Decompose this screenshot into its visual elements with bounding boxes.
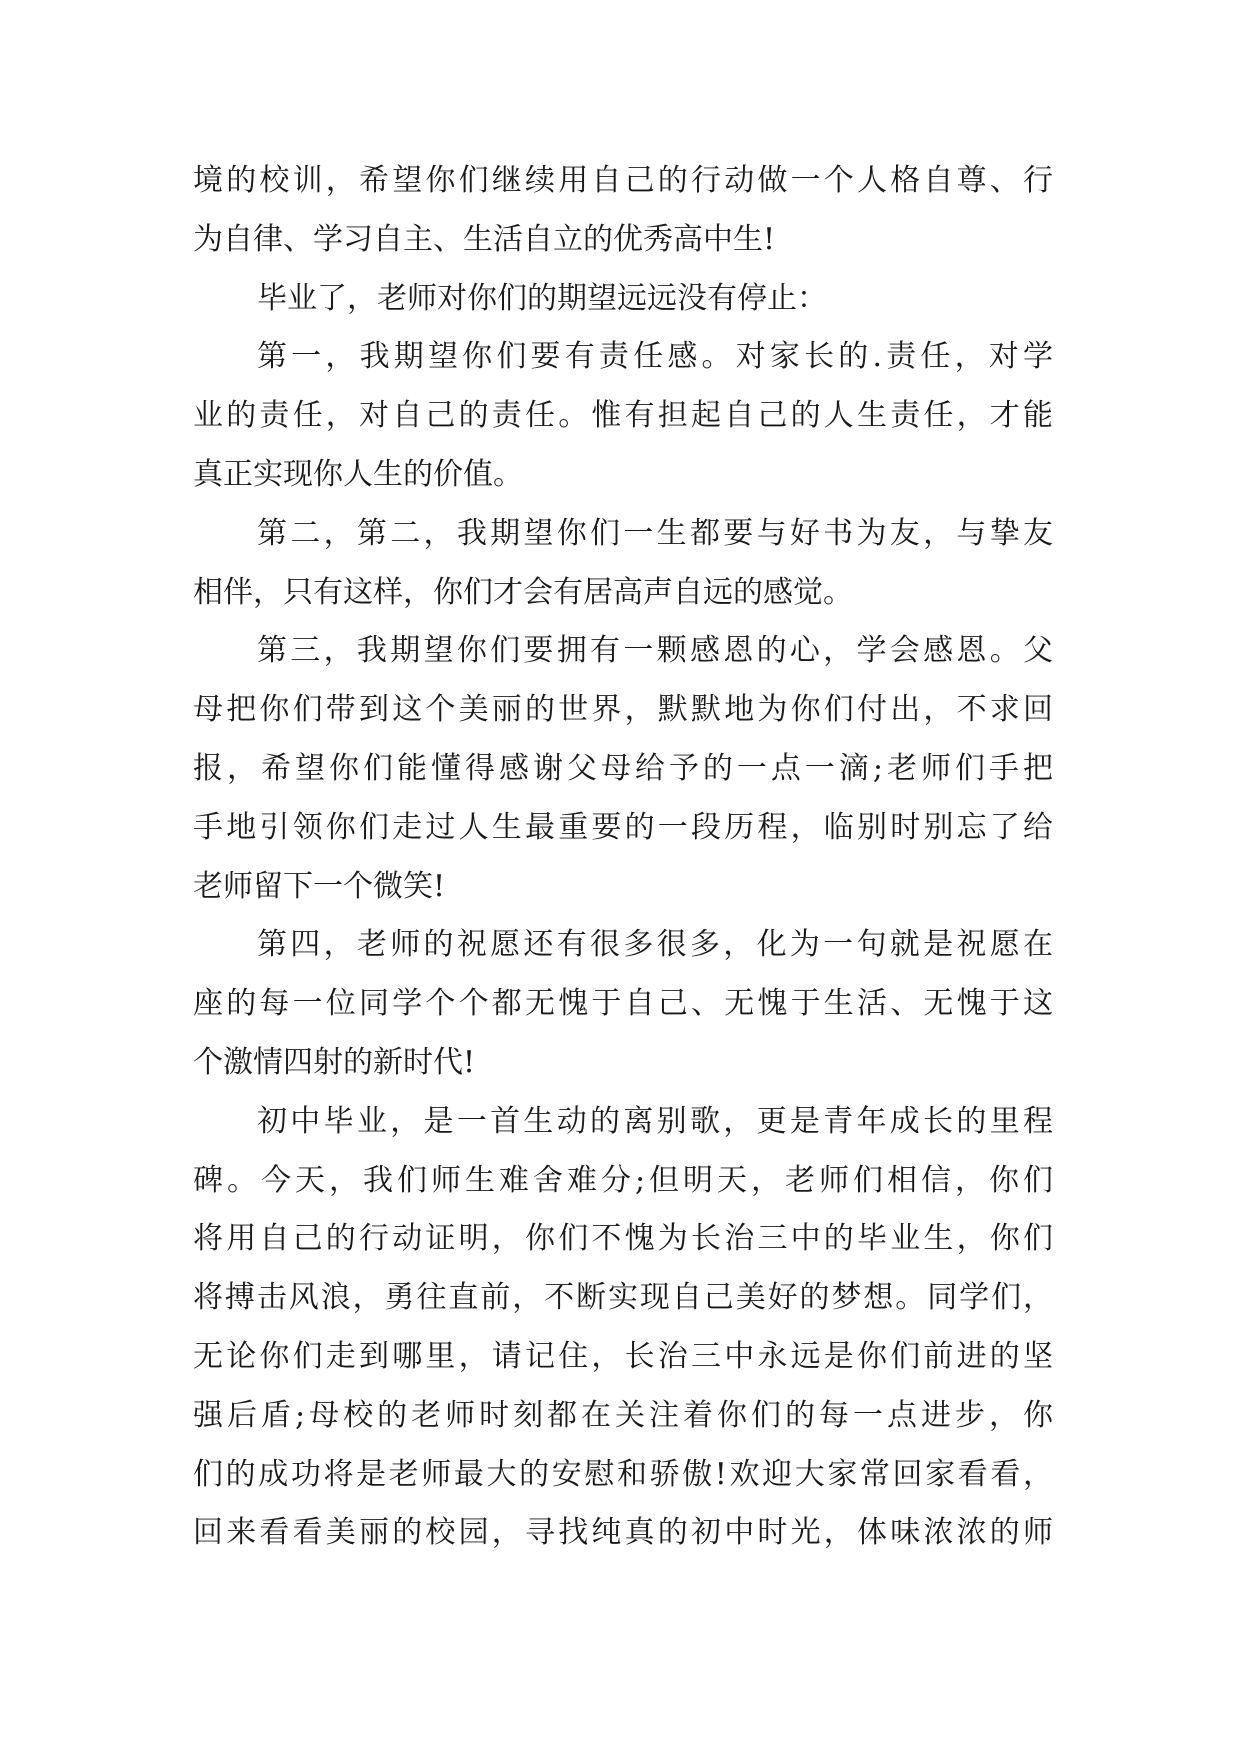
text-line: 无论你们走到哪里，请记住，长治三中永远是你们前进的坚 xyxy=(193,1338,1053,1374)
text-line: 第一，我期望你们要有责任感。对家长的.责任，对学 xyxy=(257,339,1053,375)
text-line: 碑。今天，我们师生难舍难分;但明天，老师们相信，你们 xyxy=(193,1162,1053,1198)
text-line: 手地引领你们走过人生最重要的一段历程，临别时别忘了给 xyxy=(193,809,1053,845)
text-line: 相伴，只有这样，你们才会有居高声自远的感觉。 xyxy=(193,574,853,610)
text-line: 第二，第二，我期望你们一生都要与好书为友，与挚友 xyxy=(257,515,1053,551)
text-line: 初中毕业，是一首生动的离别歌，更是青年成长的里程 xyxy=(257,1103,1053,1139)
text-line: 第四，老师的祝愿还有很多很多，化为一句就是祝愿在 xyxy=(257,927,1053,963)
text-line: 将用自己的行动证明，你们不愧为长治三中的毕业生，你们 xyxy=(193,1221,1053,1257)
text-line: 为自律、学习自主、生活自立的优秀高中生! xyxy=(193,221,776,257)
text-line: 老师留下一个微笑! xyxy=(193,868,446,904)
text-line: 个激情四射的新时代! xyxy=(193,1044,476,1080)
text-line: 母把你们带到这个美丽的世界，默默地为你们付出，不求回 xyxy=(193,692,1053,728)
body-text xyxy=(193,152,1053,1563)
text-line: 真正实现你人生的价值。 xyxy=(193,456,523,492)
text-line: 业的责任，对自己的责任。惟有担起自己的人生责任，才能 xyxy=(193,398,1053,434)
text-line: 毕业了，老师对你们的期望远远没有停止： xyxy=(257,280,827,316)
text-line: 境的校训，希望你们继续用自己的行动做一个人格自尊、行 xyxy=(193,163,1053,198)
text-line: 们的成功将是老师最大的安慰和骄傲!欢迎大家常回家看看， xyxy=(193,1456,1053,1492)
text-line: 第三，我期望你们要拥有一颗感恩的心，学会感恩。父 xyxy=(257,633,1053,669)
text-line: 报，希望你们能懂得感谢父母给予的一点一滴;老师们手把 xyxy=(193,750,1053,786)
text-line: 座的每一位同学个个都无愧于自己、无愧于生活、无愧于这 xyxy=(193,986,1053,1022)
text-line: 将搏击风浪，勇往直前，不断实现自己美好的梦想。同学们， xyxy=(193,1280,1053,1316)
text-line: 强后盾;母校的老师时刻都在关注着你们的每一点进步，你 xyxy=(193,1397,1053,1433)
text-line: 回来看看美丽的校园，寻找纯真的初中时光，体味浓浓的师 xyxy=(193,1515,1053,1551)
